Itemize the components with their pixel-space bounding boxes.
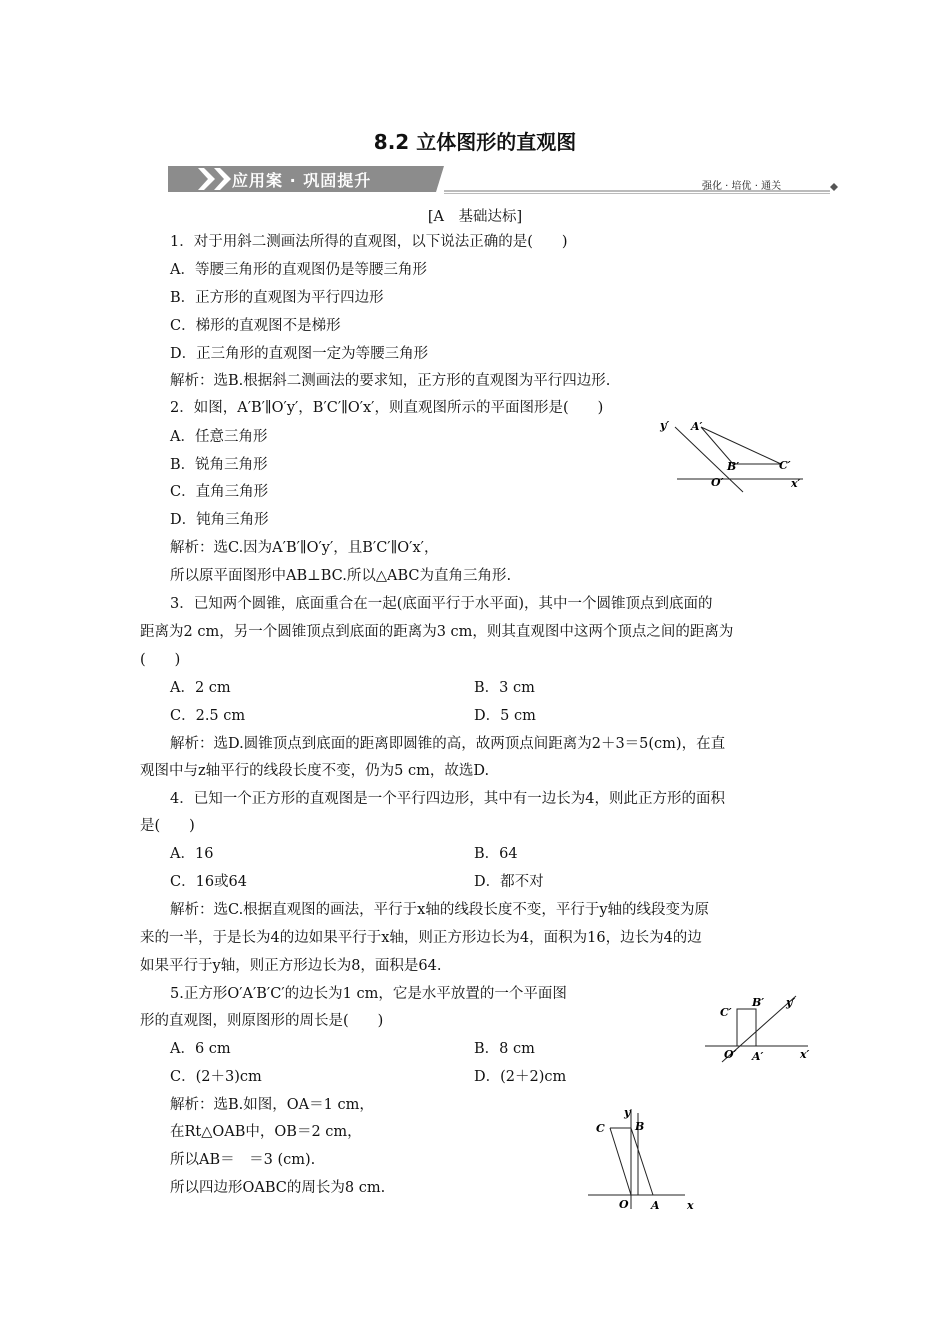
q4-option-a: A．16 [170,846,214,862]
label-c: C′ [779,459,791,472]
q1-option-d: D．正三角形的直观图一定为等腰三角形 [170,346,429,362]
q4-stem-1: 4．已知一个正方形的直观图是一个平行四边形，其中有一边长为4，则此正方形的面积 [170,791,725,807]
q5-solution-1: 解析：选B.如图，OA＝1 cm， [170,1097,374,1113]
q5-stem-1: 5.正方形O′A′B′C′的边长为1 cm，它是水平放置的一个平面图 [170,986,567,1002]
banner-tagline: 强化 · 培优 · 通关 [702,181,782,192]
q4-solution-1: 解析：选C.根据直观图的画法，平行于x轴的线段长度不变，平行于y轴的线段变为原 [170,902,710,918]
q3-stem-3: ( ) [140,652,181,668]
label-o: O′ [724,1048,737,1061]
q4-option-b: B．64 [474,846,518,862]
q2-solution-1: 解析：选C.因为A′B′∥O′y′，且B′C′∥O′x′， [170,540,439,556]
label-b: B′ [727,460,740,473]
q3-solution-1: 解析：选D.圆锥顶点到底面的距离即圆锥的高，故两顶点间距离为2＋3＝5(cm)，在直 [170,736,726,752]
q2-option-b: B．锐角三角形 [170,457,268,473]
q5-solution-4: 所以四边形OABC的周长为8 cm. [170,1180,386,1196]
q5-solution-2: 在Rt△OAB中，OB＝2 cm， [170,1124,362,1140]
banner-label: 应用案 · 巩固提升 [232,171,372,190]
q3-option-d: D．5 cm [474,708,536,724]
q2-option-d: D．钝角三角形 [170,512,269,528]
q5-option-a: A．6 cm [170,1041,231,1057]
q4-solution-2: 来的一半，于是长为4的边如果平行于x轴，则正方形边长为4，面积为16，边长为4的边 [140,930,702,946]
page-title: 8.2 立体图形的直观图 [373,130,577,154]
label-c: C′ [720,1006,732,1019]
figure-q5-original [585,1103,705,1218]
label-y-axis: y′ [660,419,670,432]
q5-option-d: D．(2＋2)cm [474,1069,567,1085]
q2-stem: 2．如图，A′B′∥O′y′，B′C′∥O′x′，则直观图所示的平面图形是( ) [170,400,604,416]
q1-option-c: C．梯形的直观图不是梯形 [170,318,341,334]
q4-solution-3: 如果平行于y轴，则正方形边长为8，面积是64. [140,958,442,974]
q3-option-a: A．2 cm [170,680,231,696]
q1-stem: 1．对于用斜二测画法所得的直观图，以下说法正确的是( ) [170,234,568,250]
label-b: B [635,1120,645,1133]
q2-solution-2: 所以原平面图形中AB⊥BC.所以△ABC为直角三角形. [170,568,512,584]
label-x-axis: x [687,1199,694,1212]
q4-option-c: C．16或64 [170,874,247,890]
label-b: B′ [752,996,765,1009]
figure-q5-square [700,990,820,1070]
q1-option-a: A．等腰三角形的直观图仍是等腰三角形 [170,262,427,278]
q3-option-c: C．2.5 cm [170,708,246,724]
label-c: C [596,1122,605,1135]
label-y-axis: y′ [786,996,796,1009]
q5-option-b: B．8 cm [474,1041,535,1057]
q5-option-c: C．(2＋3)cm [170,1069,262,1085]
label-x-axis: x′ [791,477,801,490]
q4-option-d: D．都不对 [474,874,544,890]
label-y-axis: y [624,1106,631,1119]
label-o: O [619,1198,629,1211]
label-o: O′ [711,476,724,489]
q3-stem-2: 距离为2 cm，另一个圆锥顶点到底面的距离为3 cm，则其直观图中这两个顶点之间的距离为 [140,624,734,640]
q2-option-c: C．直角三角形 [170,484,269,500]
figure-q2-triangle [655,415,810,495]
q1-solution: 解析：选B.根据斜二测画法的要求知，正方形的直观图为平行四边形. [170,373,611,389]
q5-stem-2: 形的直观图，则原图形的周长是( ) [140,1013,384,1029]
label-a: A′ [691,420,703,433]
q3-stem-1: 3．已知两个圆锥，底面重合在一起(底面平行于水平面)，其中一个圆锥顶点到底面的 [170,596,713,612]
q4-stem-2: 是( ) [140,818,195,834]
label-a: A [651,1199,660,1212]
q1-option-b: B．正方形的直观图为平行四边形 [170,290,384,306]
label-a: A′ [752,1050,764,1063]
q3-solution-2: 观图中与z轴平行的线段长度不变，仍为5 cm，故选D. [140,763,490,779]
q3-option-b: B．3 cm [474,680,535,696]
q5-solution-3: 所以AB＝ ＝3 (cm). [170,1152,316,1168]
section-heading: [A 基础达标] [427,209,523,225]
q2-option-a: A．任意三角形 [170,429,268,445]
label-x-axis: x′ [800,1048,810,1061]
